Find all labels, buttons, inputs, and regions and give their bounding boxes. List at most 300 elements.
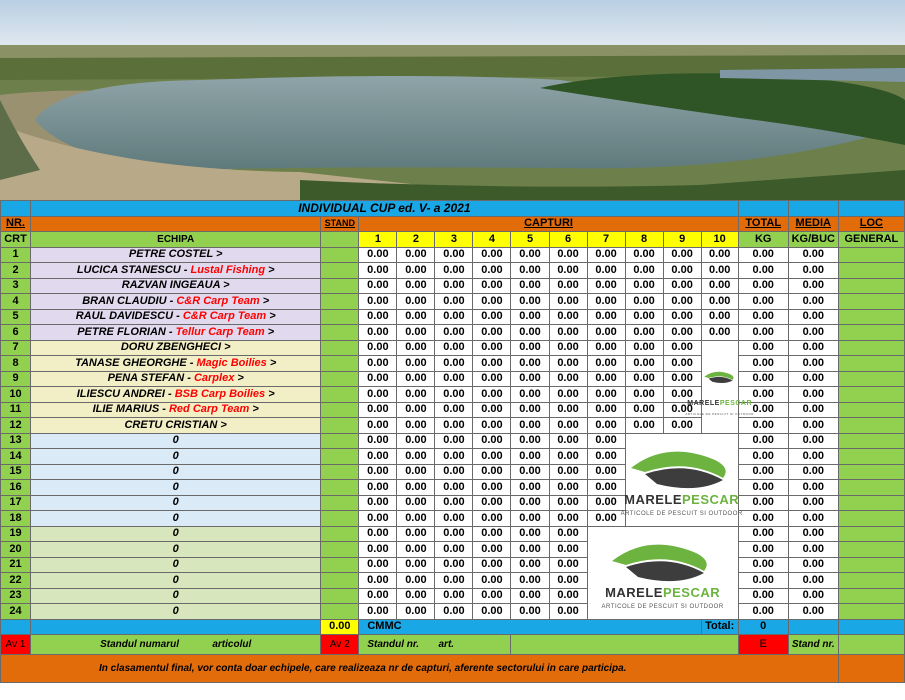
capture-cell[interactable]: 0.00 [397, 371, 435, 387]
row-arrow: > [266, 310, 276, 323]
table-row [1, 588, 905, 604]
capture-cell[interactable]: 0.00 [549, 340, 587, 356]
capture-cell[interactable]: 0.00 [701, 325, 738, 341]
capture-cell[interactable]: 0.00 [397, 449, 435, 465]
capture-cell[interactable]: 0.00 [511, 263, 549, 279]
table-row [1, 526, 905, 542]
stand-cell[interactable] [321, 542, 359, 558]
capture-cell[interactable]: 0.00 [359, 356, 397, 372]
capture-cell[interactable]: 0.00 [587, 278, 625, 294]
capture-cell[interactable]: 0.00 [511, 604, 549, 620]
capture-cell[interactable]: 0.00 [663, 247, 701, 263]
capture-cell[interactable]: 0.00 [435, 464, 473, 480]
stand-cell[interactable] [321, 557, 359, 573]
total-kg-cell: 0.00 [738, 464, 788, 480]
capture-cell[interactable]: 0.00 [473, 278, 511, 294]
capture-cell[interactable]: 0.00 [397, 340, 435, 356]
capture-cell[interactable]: 0.00 [663, 402, 701, 418]
capture-cell[interactable]: 0.00 [435, 542, 473, 558]
capture-cell[interactable]: 0.00 [359, 526, 397, 542]
capture-cell[interactable]: 0.00 [549, 418, 587, 434]
row-number: 4 [1, 294, 31, 310]
stand-cell[interactable] [321, 402, 359, 418]
capture-cell[interactable]: 0.00 [549, 588, 587, 604]
capture-cell[interactable]: 0.00 [435, 278, 473, 294]
capture-cell[interactable]: 0.00 [435, 573, 473, 589]
capture-cell[interactable]: 0.00 [511, 340, 549, 356]
capture-cell[interactable]: 0.00 [587, 464, 625, 480]
capture-cell[interactable]: 0.00 [549, 573, 587, 589]
capture-cell[interactable]: 0.00 [549, 604, 587, 620]
table-row [1, 263, 905, 279]
standings-table [0, 200, 905, 683]
capture-cell[interactable]: 0.00 [511, 325, 549, 341]
capture-cell[interactable]: 0.00 [473, 573, 511, 589]
capture-cell[interactable]: 0.00 [359, 604, 397, 620]
capture-cell[interactable]: 0.00 [511, 557, 549, 573]
media-cell: 0.00 [788, 278, 838, 294]
capture-cell[interactable]: 0.00 [625, 325, 663, 341]
loc-general-cell [838, 356, 904, 372]
capture-cell[interactable]: 0.00 [701, 247, 738, 263]
participant-cell [31, 278, 321, 294]
capture-cell[interactable]: 0.00 [511, 495, 549, 511]
capture-cell[interactable]: 0.00 [435, 511, 473, 527]
stand-cell[interactable] [321, 247, 359, 263]
capture-cell[interactable]: 0.00 [473, 449, 511, 465]
capture-cell[interactable]: 0.00 [663, 387, 701, 403]
participant-cell [31, 433, 321, 449]
capture-cell[interactable]: 0.00 [511, 480, 549, 496]
capture-cell[interactable]: 0.00 [359, 247, 397, 263]
capture-cell[interactable]: 0.00 [397, 464, 435, 480]
capture-cell[interactable]: 0.00 [359, 557, 397, 573]
capture-cell[interactable]: 0.00 [511, 511, 549, 527]
total-kg-cell: 0.00 [738, 511, 788, 527]
media-cell: 0.00 [788, 294, 838, 310]
capture-cell[interactable]: 0.00 [587, 418, 625, 434]
capture-cell[interactable]: 0.00 [511, 526, 549, 542]
capture-cell[interactable]: 0.00 [435, 449, 473, 465]
stand-cell[interactable] [321, 418, 359, 434]
capture-cell[interactable]: 0.00 [549, 247, 587, 263]
stand-cell[interactable] [321, 449, 359, 465]
capture-cell[interactable]: 0.00 [435, 418, 473, 434]
participant-name: PETRE FLORIAN - [77, 325, 176, 338]
header-kg: KG [738, 232, 788, 248]
capture-cell[interactable]: 0.00 [625, 278, 663, 294]
capture-cell[interactable]: 0.00 [511, 449, 549, 465]
capture-cell[interactable]: 0.00 [397, 309, 435, 325]
media-cell: 0.00 [788, 356, 838, 372]
capture-cell[interactable]: 0.00 [397, 278, 435, 294]
capture-cell[interactable]: 0.00 [587, 356, 625, 372]
capture-cell[interactable]: 0.00 [473, 588, 511, 604]
capture-cell[interactable]: 0.00 [587, 449, 625, 465]
capture-cell[interactable]: 0.00 [549, 542, 587, 558]
capture-cell[interactable]: 0.00 [549, 278, 587, 294]
capture-cell[interactable]: 0.00 [625, 340, 663, 356]
marelepescar-logo [587, 526, 738, 619]
capture-cell[interactable]: 0.00 [435, 480, 473, 496]
capture-cell[interactable]: 0.00 [473, 418, 511, 434]
capture-cell[interactable]: 0.00 [587, 387, 625, 403]
capture-cell[interactable]: 0.00 [473, 526, 511, 542]
capture-cell[interactable]: 0.00 [587, 325, 625, 341]
capture-cell[interactable]: 0.00 [587, 340, 625, 356]
capture-cell[interactable]: 0.00 [473, 294, 511, 310]
capture-cell[interactable]: 0.00 [359, 371, 397, 387]
capture-cell[interactable]: 0.00 [701, 263, 738, 279]
participant-name: RAZVAN INGEAUA > [121, 279, 230, 292]
capture-cell[interactable]: 0.00 [359, 480, 397, 496]
participant-cell [31, 542, 321, 558]
capture-cell[interactable]: 0.00 [435, 356, 473, 372]
capture-cell[interactable]: 0.00 [549, 325, 587, 341]
cmmc-value: 0.00 [321, 619, 359, 635]
capture-cell[interactable]: 0.00 [435, 294, 473, 310]
capture-cell[interactable]: 0.00 [511, 294, 549, 310]
participant-cell [31, 356, 321, 372]
participant-name: 0 [172, 589, 179, 602]
total-kg-cell: 0.00 [738, 433, 788, 449]
capture-cell[interactable]: 0.00 [663, 278, 701, 294]
participant-name: 0 [172, 527, 179, 540]
capture-cell[interactable]: 0.00 [625, 263, 663, 279]
capture-cell[interactable]: 0.00 [549, 433, 587, 449]
capture-cell[interactable]: 0.00 [473, 356, 511, 372]
capture-cell[interactable]: 0.00 [625, 247, 663, 263]
total-kg-cell: 0.00 [738, 449, 788, 465]
capture-cell[interactable]: 0.00 [587, 309, 625, 325]
capture-cell[interactable]: 0.00 [473, 480, 511, 496]
team-name: BSB Carp Boilies [174, 387, 266, 400]
capture-cell[interactable]: 0.00 [397, 325, 435, 341]
capture-cell[interactable]: 0.00 [473, 247, 511, 263]
stand-cell[interactable] [321, 340, 359, 356]
stand-cell[interactable] [321, 573, 359, 589]
participant-name: PETRE COSTEL > [128, 248, 223, 261]
capture-cell[interactable]: 0.00 [473, 433, 511, 449]
capture-cell[interactable]: 0.00 [663, 294, 701, 310]
total-kg-cell: 0.00 [738, 542, 788, 558]
capture-cell[interactable]: 0.00 [435, 387, 473, 403]
loc-general-cell [838, 325, 904, 341]
capture-cell[interactable]: 0.00 [397, 402, 435, 418]
capture-cell[interactable]: 0.00 [663, 263, 701, 279]
capture-cell[interactable]: 0.00 [397, 263, 435, 279]
stand-cell[interactable] [321, 588, 359, 604]
capture-cell[interactable]: 0.00 [549, 387, 587, 403]
capture-cell[interactable]: 0.00 [397, 573, 435, 589]
capture-cell[interactable]: 0.00 [359, 542, 397, 558]
capture-cell[interactable]: 0.00 [511, 542, 549, 558]
capture-cell[interactable]: 0.00 [511, 573, 549, 589]
capture-cell[interactable]: 0.00 [511, 356, 549, 372]
stand-cell[interactable] [321, 356, 359, 372]
capture-cell[interactable]: 0.00 [397, 511, 435, 527]
total-kg-cell: 0.00 [738, 325, 788, 341]
capture-cell[interactable]: 0.00 [359, 340, 397, 356]
capture-cell[interactable]: 0.00 [359, 278, 397, 294]
capture-cell[interactable]: 0.00 [435, 247, 473, 263]
capture-cell[interactable]: 0.00 [473, 340, 511, 356]
total-kg-cell: 0.00 [738, 495, 788, 511]
stand-cell[interactable] [321, 480, 359, 496]
media-cell: 0.00 [788, 325, 838, 341]
row-arrow: > [265, 387, 275, 400]
capture-cell[interactable]: 0.00 [587, 402, 625, 418]
table-row [1, 542, 905, 558]
capture-cell[interactable]: 0.00 [359, 418, 397, 434]
capture-cell[interactable]: 0.00 [397, 557, 435, 573]
stand-cell[interactable] [321, 371, 359, 387]
capture-cell[interactable]: 0.00 [435, 495, 473, 511]
stand-cell[interactable] [321, 278, 359, 294]
capture-cell[interactable]: 0.00 [587, 263, 625, 279]
stand-cell[interactable] [321, 526, 359, 542]
media-cell: 0.00 [788, 588, 838, 604]
capture-cell[interactable]: 0.00 [663, 418, 701, 434]
capture-cell[interactable]: 0.00 [511, 402, 549, 418]
capture-cell[interactable]: 0.00 [397, 495, 435, 511]
capture-cell[interactable]: 0.00 [359, 402, 397, 418]
capture-cell[interactable]: 0.00 [473, 542, 511, 558]
row-number: 6 [1, 325, 31, 341]
table-row [1, 495, 905, 511]
capture-cell[interactable]: 0.00 [587, 371, 625, 387]
capture-cell[interactable]: 0.00 [359, 588, 397, 604]
capture-cell[interactable]: 0.00 [473, 402, 511, 418]
capture-cell[interactable]: 0.00 [587, 247, 625, 263]
media-cell: 0.00 [788, 449, 838, 465]
media-cell: 0.00 [788, 340, 838, 356]
capture-cell[interactable]: 0.00 [473, 511, 511, 527]
capture-cell[interactable]: 0.00 [663, 325, 701, 341]
capture-cell[interactable]: 0.00 [511, 278, 549, 294]
participant-cell [31, 464, 321, 480]
stand-cell[interactable] [321, 464, 359, 480]
stand-cell[interactable] [321, 294, 359, 310]
loc-general-cell [838, 294, 904, 310]
header-echipa: ECHIPA [31, 232, 321, 248]
row-arrow: > [266, 356, 277, 369]
capture-cell[interactable]: 0.00 [587, 294, 625, 310]
stand-cell[interactable] [321, 309, 359, 325]
capture-cell[interactable]: 0.00 [511, 464, 549, 480]
capture-cell[interactable]: 0.00 [663, 371, 701, 387]
capture-cell[interactable]: 0.00 [549, 495, 587, 511]
capture-cell[interactable]: 0.00 [625, 418, 663, 434]
capture-cell[interactable]: 0.00 [587, 495, 625, 511]
capture-cell[interactable]: 0.00 [663, 356, 701, 372]
media-cell: 0.00 [788, 371, 838, 387]
capture-cell[interactable]: 0.00 [549, 480, 587, 496]
capture-cell[interactable]: 0.00 [435, 309, 473, 325]
table-row [1, 557, 905, 573]
capture-cell[interactable]: 0.00 [397, 356, 435, 372]
capture-cell[interactable]: 0.00 [435, 263, 473, 279]
stand-cell[interactable] [321, 604, 359, 620]
capture-cell[interactable]: 0.00 [359, 325, 397, 341]
standul-numarul-field [31, 635, 321, 655]
capture-cell[interactable]: 0.00 [587, 433, 625, 449]
capture-cell[interactable]: 0.00 [359, 511, 397, 527]
capture-cell[interactable]: 0.00 [359, 464, 397, 480]
capture-cell[interactable]: 0.00 [473, 371, 511, 387]
capture-cell[interactable]: 0.00 [549, 294, 587, 310]
capture-cell[interactable]: 0.00 [397, 542, 435, 558]
capture-cell[interactable]: 0.00 [587, 480, 625, 496]
capture-cell[interactable]: 0.00 [587, 511, 625, 527]
capture-cell[interactable]: 0.00 [435, 557, 473, 573]
participant-cell [31, 387, 321, 403]
marelepescar-logo [685, 340, 754, 433]
capture-cell[interactable]: 0.00 [435, 588, 473, 604]
table-row [1, 356, 905, 372]
capture-cell[interactable]: 0.00 [397, 433, 435, 449]
row-number: 17 [1, 495, 31, 511]
capture-col-5: 5 [511, 232, 549, 248]
capture-cell[interactable]: 0.00 [625, 294, 663, 310]
capture-cell[interactable]: 0.00 [625, 309, 663, 325]
capture-cell[interactable]: 0.00 [435, 526, 473, 542]
capture-cell[interactable]: 0.00 [549, 402, 587, 418]
capture-cell[interactable]: 0.00 [435, 325, 473, 341]
capture-cell[interactable]: 0.00 [359, 495, 397, 511]
capture-cell[interactable]: 0.00 [511, 247, 549, 263]
capture-cell[interactable]: 0.00 [549, 263, 587, 279]
capture-cell[interactable]: 0.00 [397, 588, 435, 604]
capture-cell[interactable]: 0.00 [397, 418, 435, 434]
media-cell: 0.00 [788, 402, 838, 418]
row-arrow: > [234, 372, 244, 385]
capture-cell[interactable]: 0.00 [701, 309, 738, 325]
capture-cell[interactable]: 0.00 [397, 604, 435, 620]
articolul-label: articolul [212, 639, 252, 650]
capture-cell[interactable]: 0.00 [473, 495, 511, 511]
row-number: 18 [1, 511, 31, 527]
capture-cell[interactable]: 0.00 [397, 526, 435, 542]
capture-cell[interactable]: 0.00 [549, 526, 587, 542]
capture-cell[interactable]: 0.00 [549, 449, 587, 465]
stand-cell[interactable] [321, 495, 359, 511]
table-row [1, 371, 905, 387]
capture-cell[interactable]: 0.00 [473, 464, 511, 480]
media-cell: 0.00 [788, 480, 838, 496]
row-number: 5 [1, 309, 31, 325]
capture-cell[interactable]: 0.00 [435, 604, 473, 620]
stand-cell[interactable] [321, 325, 359, 341]
media-cell: 0.00 [788, 433, 838, 449]
row-number: 11 [1, 402, 31, 418]
capture-cell[interactable]: 0.00 [473, 309, 511, 325]
capture-cell[interactable]: 0.00 [435, 433, 473, 449]
row-number: 2 [1, 263, 31, 279]
capture-cell[interactable]: 0.00 [625, 387, 663, 403]
capture-cell[interactable]: 0.00 [473, 325, 511, 341]
stand-cell[interactable] [321, 387, 359, 403]
capture-cell[interactable]: 0.00 [473, 263, 511, 279]
capture-cell[interactable]: 0.00 [511, 309, 549, 325]
capture-cell[interactable]: 0.00 [473, 604, 511, 620]
capture-cell[interactable]: 0.00 [549, 356, 587, 372]
capture-cell[interactable]: 0.00 [663, 340, 701, 356]
logo-word-pescar: PESCAR [662, 585, 721, 601]
loc-general-cell [838, 604, 904, 620]
lake-aerial-photo [0, 0, 905, 200]
participant-name: ILIE MARIUS - [92, 403, 169, 416]
logo-tagline: ARTICOLE DE PESCUIT SI OUTDOOR [620, 510, 743, 517]
capture-cell[interactable]: 0.00 [359, 573, 397, 589]
capture-cell[interactable]: 0.00 [435, 371, 473, 387]
media-cell: 0.00 [788, 573, 838, 589]
media-cell: 0.00 [788, 263, 838, 279]
participant-cell [31, 402, 321, 418]
capture-cell[interactable]: 0.00 [549, 511, 587, 527]
row-arrow: > [265, 263, 275, 276]
capture-cell[interactable]: 0.00 [511, 418, 549, 434]
capture-cell[interactable]: 0.00 [435, 402, 473, 418]
table-row [1, 294, 905, 310]
capture-col-8: 8 [625, 232, 663, 248]
capture-cell[interactable]: 0.00 [511, 588, 549, 604]
participant-cell [31, 557, 321, 573]
stand-cell[interactable] [321, 511, 359, 527]
capture-cell[interactable]: 0.00 [511, 371, 549, 387]
capture-cell[interactable]: 0.00 [549, 464, 587, 480]
capture-cell[interactable]: 0.00 [625, 371, 663, 387]
capture-cell[interactable]: 0.00 [359, 309, 397, 325]
participant-cell [31, 340, 321, 356]
media-cell: 0.00 [788, 418, 838, 434]
capture-cell[interactable]: 0.00 [549, 557, 587, 573]
capture-cell[interactable]: 0.00 [701, 294, 738, 310]
participant-name: 0 [172, 573, 179, 586]
capture-cell[interactable]: 0.00 [359, 433, 397, 449]
stand-cell[interactable] [321, 433, 359, 449]
total-kg-cell: 0.00 [738, 418, 788, 434]
capture-cell[interactable]: 0.00 [397, 387, 435, 403]
capture-cell[interactable]: 0.00 [397, 480, 435, 496]
capture-cell[interactable]: 0.00 [473, 387, 511, 403]
page-title: INDIVIDUAL CUP ed. V- a 2021 [31, 201, 739, 217]
capture-cell[interactable]: 0.00 [663, 309, 701, 325]
capture-cell[interactable]: 0.00 [359, 263, 397, 279]
capture-cell[interactable]: 0.00 [435, 340, 473, 356]
loc-general-cell [838, 449, 904, 465]
capture-cell[interactable]: 0.00 [397, 294, 435, 310]
capture-cell[interactable]: 0.00 [549, 309, 587, 325]
logo-tagline: ARTICOLE DE PESCUIT SI OUTDOOR [601, 603, 724, 610]
capture-cell[interactable]: 0.00 [701, 278, 738, 294]
capture-col-1: 1 [359, 232, 397, 248]
capture-cell[interactable]: 0.00 [511, 387, 549, 403]
capture-cell[interactable]: 0.00 [359, 387, 397, 403]
row-number: 7 [1, 340, 31, 356]
capture-cell[interactable]: 0.00 [359, 294, 397, 310]
capture-cell[interactable]: 0.00 [549, 371, 587, 387]
capture-cell[interactable]: 0.00 [625, 402, 663, 418]
capture-cell[interactable]: 0.00 [397, 247, 435, 263]
loc-general-cell [838, 418, 904, 434]
capture-cell[interactable]: 0.00 [359, 449, 397, 465]
capture-cell[interactable]: 0.00 [625, 356, 663, 372]
capture-cell[interactable]: 0.00 [473, 557, 511, 573]
capture-col-9: 9 [663, 232, 701, 248]
capture-cell[interactable]: 0.00 [511, 433, 549, 449]
stand-cell[interactable] [321, 263, 359, 279]
